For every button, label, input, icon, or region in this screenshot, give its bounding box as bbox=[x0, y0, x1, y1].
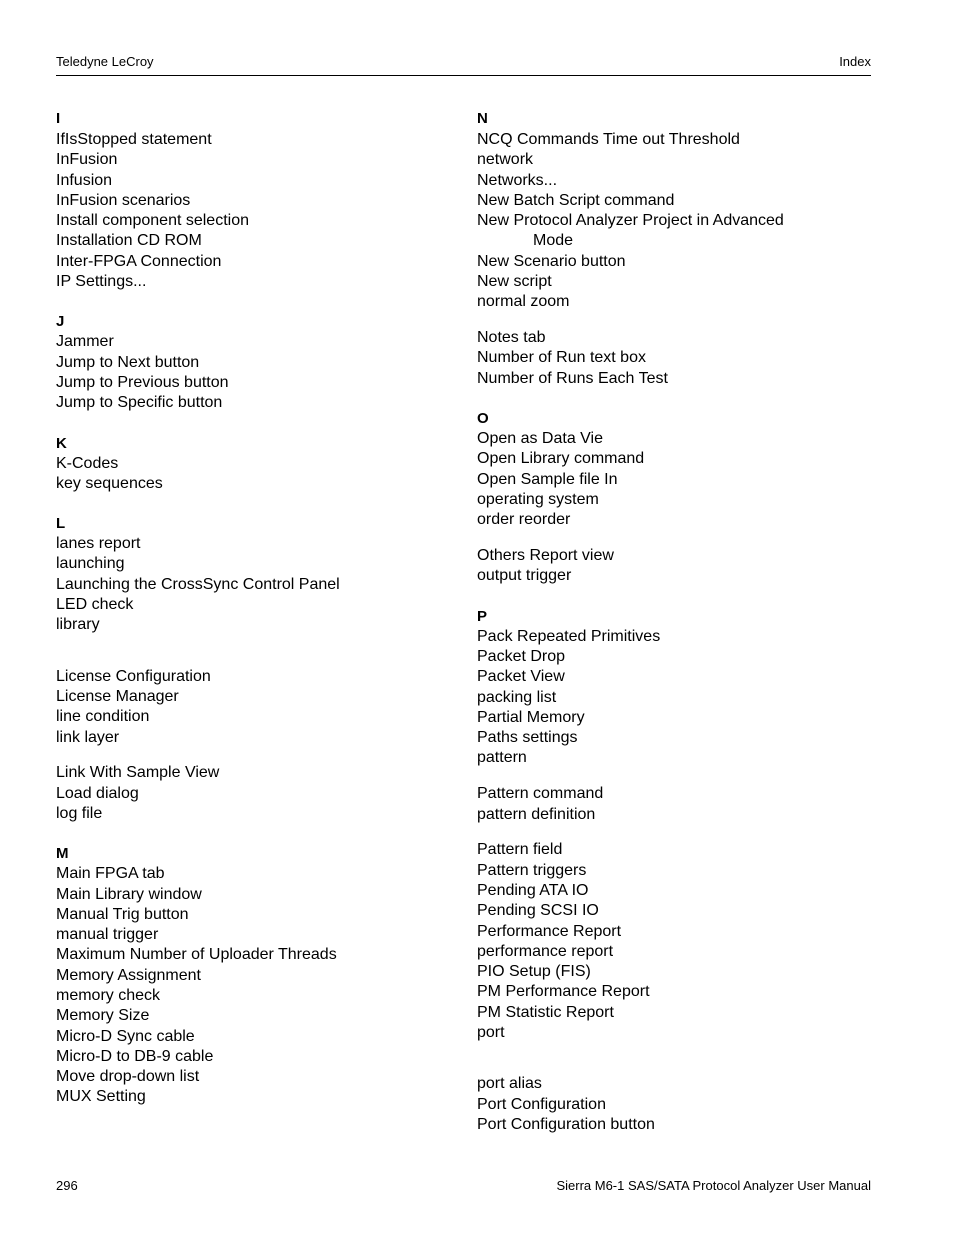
index-entry: Packet Drop bbox=[477, 647, 566, 665]
index-entry: License Manager bbox=[56, 687, 179, 705]
index-entry: Install component selection bbox=[56, 212, 249, 230]
section-letter: P bbox=[477, 607, 488, 625]
index-entry: link layer bbox=[56, 728, 120, 746]
index-entry: K-Codes bbox=[56, 454, 119, 472]
index-entry: Pending ATA IO bbox=[477, 881, 589, 899]
index-entry: packing list bbox=[477, 688, 557, 706]
index-entry: InFusion bbox=[56, 151, 118, 169]
index-entry: Pattern command bbox=[477, 785, 604, 803]
index-entry: New script bbox=[477, 273, 552, 291]
index-entry: PIO Setup (FIS) bbox=[477, 963, 591, 981]
index-entry: Infusion bbox=[56, 171, 113, 189]
index-entry: Packet View bbox=[477, 668, 565, 686]
manual-title: Sierra M6-1 SAS/SATA Protocol Analyzer User Manual bbox=[556, 1178, 871, 1193]
index-entry: Notes tab bbox=[477, 329, 546, 347]
index-entry: Move drop-down list bbox=[56, 1068, 200, 1086]
index-entry: Paths settings bbox=[477, 729, 578, 747]
index-entry: Installation CD ROM bbox=[56, 232, 202, 250]
index-entry: network bbox=[477, 151, 534, 169]
index-section-n bbox=[477, 109, 857, 389]
index-section-m bbox=[56, 844, 436, 1108]
page-number: 296 bbox=[56, 1178, 78, 1193]
index-entry: Micro-D Sync cable bbox=[56, 1027, 195, 1045]
index-entry: Main Library window bbox=[56, 885, 202, 903]
index-section-l bbox=[56, 514, 436, 824]
index-entry: NCQ Commands Time out Threshold bbox=[477, 131, 740, 148]
index-entry: pattern definition bbox=[477, 805, 596, 823]
index-entry: operating system bbox=[477, 490, 599, 508]
index-section-k bbox=[56, 434, 436, 495]
header-section: Index bbox=[839, 54, 871, 69]
page-footer bbox=[56, 1176, 871, 1196]
index-entry: key sequences bbox=[56, 474, 163, 492]
index-entry: Open as Data Vie bbox=[477, 430, 604, 448]
header-company: Teledyne LeCroy bbox=[56, 54, 154, 69]
index-entry: line condition bbox=[56, 708, 150, 726]
index-column-left bbox=[56, 109, 436, 1128]
index-section-i bbox=[56, 109, 436, 292]
index-entry: Number of Runs Each Test bbox=[477, 369, 668, 387]
index-entry: Jump to Specific button bbox=[56, 394, 223, 412]
index-entry: Open Library command bbox=[477, 450, 645, 468]
index-entry: Launching the CrossSync Control Panel bbox=[56, 575, 340, 593]
index-entry: PM Statistic Report bbox=[477, 1003, 614, 1021]
index-entry: Number of Run text box bbox=[477, 349, 646, 367]
index-entry: port bbox=[477, 1023, 505, 1041]
index-entry: memory check bbox=[56, 987, 161, 1004]
section-letter: J bbox=[56, 313, 65, 331]
index-entry: Pattern triggers bbox=[477, 861, 587, 879]
index-entry: IP Settings... bbox=[56, 273, 147, 291]
index-entry: Networks... bbox=[477, 171, 558, 189]
index-entry: Others Report view bbox=[477, 547, 614, 565]
index-entry: Pending SCSI IO bbox=[477, 902, 599, 920]
index-entry: MUX Setting bbox=[56, 1088, 146, 1106]
section-letter: M bbox=[56, 845, 69, 863]
section-letter: L bbox=[56, 515, 66, 533]
section-letter: K bbox=[56, 434, 67, 452]
index-entry: New Batch Script command bbox=[477, 191, 675, 209]
index-entry: Manual Trig button bbox=[56, 905, 189, 923]
index-entry: Main FPGA tab bbox=[56, 865, 165, 883]
index-entry: Load dialog bbox=[56, 784, 139, 802]
index-entry: PM Performance Report bbox=[477, 983, 650, 1001]
index-entry: Memory Assignment bbox=[56, 966, 201, 984]
index-entry: order reorder bbox=[477, 511, 571, 529]
index-entry: Open Sample file In bbox=[477, 470, 618, 488]
page-header bbox=[56, 53, 871, 76]
index-entry: manual trigger bbox=[56, 926, 159, 944]
index-entry: Link With Sample View bbox=[56, 764, 220, 782]
index-entry: Jump to Previous button bbox=[56, 373, 229, 391]
index-entry: log file bbox=[56, 804, 103, 822]
index-section-o bbox=[477, 409, 857, 587]
index-section-p bbox=[477, 607, 857, 1136]
index-entry: Partial Memory bbox=[477, 708, 585, 726]
section-letter: N bbox=[477, 110, 488, 127]
index-entry: library bbox=[56, 616, 100, 634]
index-entry: Maximum Number of Uploader Threads bbox=[56, 946, 337, 964]
section-letter: I bbox=[56, 110, 61, 127]
index-entry: InFusion scenarios bbox=[56, 191, 191, 209]
index-entry: port alias bbox=[477, 1075, 542, 1093]
index-entry: pattern bbox=[477, 749, 527, 767]
index-entry: launching bbox=[56, 555, 125, 573]
index-entry: Jammer bbox=[56, 333, 114, 351]
index-entry: Pack Repeated Primitives bbox=[477, 627, 661, 645]
index-entry: normal zoom bbox=[477, 293, 570, 311]
index-entry-continuation: Mode bbox=[533, 232, 574, 250]
index-entry: Performance Report bbox=[477, 922, 622, 940]
index-entry: output trigger bbox=[477, 567, 572, 585]
index-entry: Jump to Next button bbox=[56, 353, 200, 371]
index-section-j bbox=[56, 312, 436, 413]
index-entry: performance report bbox=[477, 942, 614, 960]
index-entry: IfIsStopped statement bbox=[56, 131, 212, 148]
index-entry: Port Configuration button bbox=[477, 1115, 655, 1133]
index-entry: Pattern field bbox=[477, 841, 563, 859]
index-entry: LED check bbox=[56, 596, 134, 614]
index-entry: New Scenario button bbox=[477, 252, 626, 270]
index-entry: lanes report bbox=[56, 535, 141, 553]
index-entry: Memory Size bbox=[56, 1007, 150, 1025]
index-entry: Micro-D to DB-9 cable bbox=[56, 1047, 214, 1065]
index-entry: Inter-FPGA Connection bbox=[56, 252, 222, 270]
index-entry: New Protocol Analyzer Project in Advanced bbox=[477, 212, 784, 230]
section-letter: O bbox=[477, 410, 489, 428]
index-entry: License Configuration bbox=[56, 667, 211, 685]
index-column-right bbox=[477, 109, 857, 1155]
index-entry: Port Configuration bbox=[477, 1095, 606, 1113]
